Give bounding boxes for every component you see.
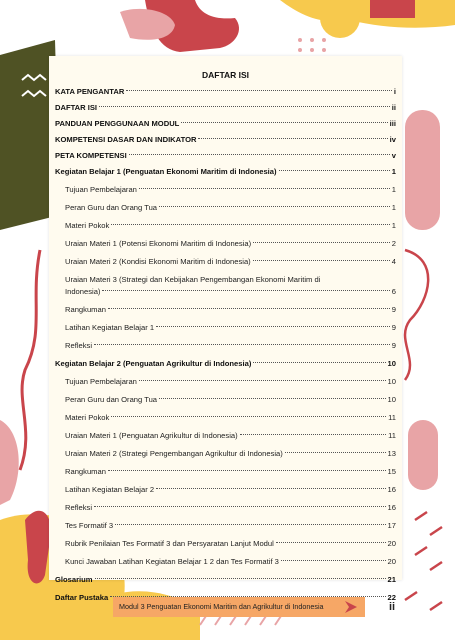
toc-entry[interactable]: Refleksi 16: [65, 503, 396, 512]
toc-entry[interactable]: Latihan Kegiatan Belajar 2 16: [65, 485, 396, 494]
toc-entry[interactable]: PANDUAN PENGGUNAAN MODUL iii: [55, 119, 396, 128]
toc-entry[interactable]: Latihan Kegiatan Belajar 1 9: [65, 323, 396, 332]
toc-page: [49, 56, 402, 602]
yellow-circle-top: [320, 0, 360, 38]
toc-entry[interactable]: Peran Guru dan Orang Tua 10: [65, 395, 396, 404]
toc-entry[interactable]: Uraian Materi 3 (Strategi dan Kebijakan Pengembangan Ekonomi Maritim di Indonesia) 6: [65, 275, 396, 296]
toc-entry[interactable]: Kunci Jawaban Latihan Kegiatan Belajar 1 2 dan Tes Formatif 3 20: [65, 557, 396, 566]
toc-entry[interactable]: Peran Guru dan Orang Tua 1: [65, 203, 396, 212]
toc-entry[interactable]: Glosarium 21: [55, 575, 396, 584]
pink-pill-right: [405, 110, 440, 230]
arrow-icon: [343, 600, 359, 614]
toc-entry[interactable]: Refleksi 9: [65, 341, 396, 350]
toc-entry[interactable]: KATA PENGANTAR i: [55, 87, 396, 96]
toc-entry[interactable]: Kegiatan Belajar 1 (Penguatan Ekonomi Maritim di Indonesia) 1: [55, 167, 396, 176]
toc-entry[interactable]: Rangkuman 9: [65, 305, 396, 314]
footer-band: [113, 597, 365, 617]
toc-entry[interactable]: Tes Formatif 3 17: [65, 521, 396, 530]
footer-module-title: Modul 3 Penguatan Ekonomi Maritim dan Agrikultur di Indonesia: [119, 602, 324, 611]
dots-top-right: [298, 38, 326, 52]
toc-entry[interactable]: PETA KOMPETENSI v: [55, 151, 396, 160]
pink-shape-left-bottom: [0, 420, 19, 505]
toc-entry[interactable]: Tujuan Pembelajaran 1: [65, 185, 396, 194]
dashes-bottom-right: [405, 512, 442, 610]
toc-entry[interactable]: Uraian Materi 2 (Kondisi Ekonomi Maritim di Indonesia) 4: [65, 257, 396, 266]
toc-entry[interactable]: Materi Pokok 1: [65, 221, 396, 230]
toc-entry[interactable]: DAFTAR ISI ii: [55, 103, 396, 112]
toc-title: DAFTAR ISI: [201, 70, 250, 80]
toc-entry[interactable]: Uraian Materi 2 (Strategi Pengembangan Agrikultur di Indonesia) 13: [65, 449, 396, 458]
toc-entry[interactable]: Tujuan Pembelajaran 10: [65, 377, 396, 386]
toc-entry[interactable]: Materi Pokok 11: [65, 413, 396, 422]
red-curve-right: [405, 250, 428, 380]
red-scribble-left: [20, 250, 40, 470]
toc-entry[interactable]: Uraian Materi 1 (Potensi Ekonomi Maritim di Indonesia) 2: [65, 239, 396, 248]
toc-entry[interactable]: Rangkuman 15: [65, 467, 396, 476]
toc-entry[interactable]: Kegiatan Belajar 2 (Penguatan Agrikultur di Indonesia) 10: [55, 359, 396, 368]
toc-entry[interactable]: KOMPETENSI DASAR DAN INDIKATOR iv: [55, 135, 396, 144]
toc-entry[interactable]: Uraian Materi 1 (Penguatan Agrikultur di Indonesia) 11: [65, 431, 396, 440]
toc-entry[interactable]: Daftar Pustaka 22: [55, 593, 396, 602]
yellow-shape-top-right: [280, 0, 455, 28]
red-rect-top-right: [370, 0, 415, 18]
toc-entry[interactable]: Rubrik Penilaian Tes Formatif 3 dan Persyaratan Lanjut Modul 20: [65, 539, 396, 548]
pink-pill-right-bottom: [408, 420, 438, 490]
footer-page-number: ii: [389, 601, 396, 613]
